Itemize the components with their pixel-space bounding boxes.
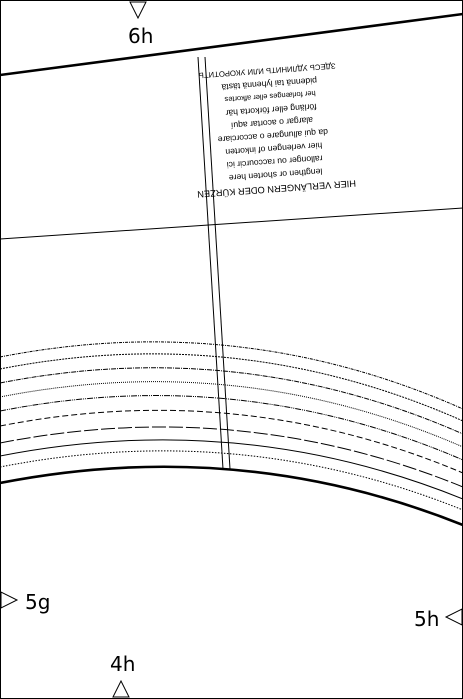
size-curve-6 xyxy=(0,410,463,473)
marker-label-right: 5h xyxy=(414,607,440,631)
marker-bottom xyxy=(110,652,135,697)
note-line: HIER VERLÄNGERN ODER KÜRZEN xyxy=(196,178,357,200)
note-line: alargar o acortar aquí xyxy=(230,115,314,131)
marker-label-bottom: 4h xyxy=(110,652,136,676)
triangle-up-icon xyxy=(113,681,129,697)
marker-left xyxy=(1,590,50,614)
note-line: förläng eller förkorta här xyxy=(225,101,317,119)
lengthen-line-left xyxy=(198,57,223,469)
size-curve-4 xyxy=(0,382,463,447)
sheet-border xyxy=(1,1,463,699)
triangle-right-icon xyxy=(1,592,17,608)
note-line: pidennä tai lyhennä tästä xyxy=(221,75,318,93)
outer-hem-curve xyxy=(0,467,463,525)
size-curve-3 xyxy=(0,368,463,434)
note-line: her forlænges eller afkortes xyxy=(224,88,316,105)
marker-label-top: 6h xyxy=(128,24,154,48)
marker-right xyxy=(414,607,462,631)
note-line: hier verlengen of inkorten xyxy=(225,140,323,158)
marker-top xyxy=(128,2,153,48)
triangle-left-icon xyxy=(446,609,462,625)
top-cut-line xyxy=(0,14,463,75)
size-curve-2 xyxy=(0,354,463,421)
note-line: ЗДЕСЬ УДЛИНИТЬ ИЛИ УКОРОТИТЬ xyxy=(198,61,336,80)
lengthen-shorten-note xyxy=(186,61,356,200)
note-line: lengthen or shorten here xyxy=(228,166,323,184)
horizontal-guide-line xyxy=(0,208,463,239)
note-line: rallonger ou raccourcir ici xyxy=(226,153,323,171)
size-curve-5 xyxy=(0,396,463,460)
note-line: da qui allungare o accorciare xyxy=(217,127,329,145)
size-curve-7 xyxy=(0,427,463,487)
size-grading-curves xyxy=(0,342,463,525)
triangle-down-icon xyxy=(130,2,146,18)
marker-label-left: 5g xyxy=(25,590,51,614)
